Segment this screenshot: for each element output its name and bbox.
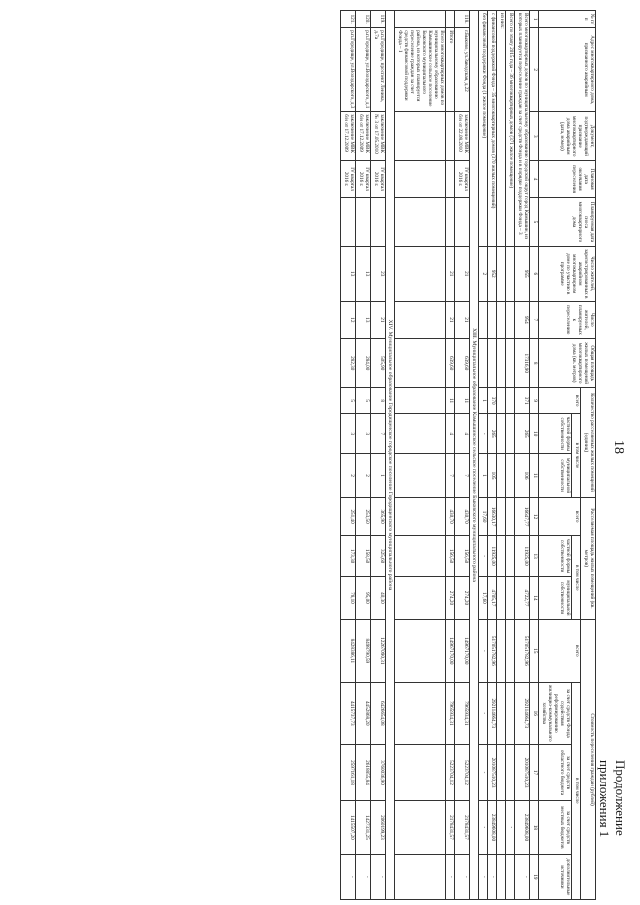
cell-c15: 14967170,00 (455, 620, 470, 682)
cell-c19 (497, 854, 506, 899)
cell-c15 (506, 620, 515, 682)
cell-c12: 17,60 (479, 497, 488, 536)
cell-c8 (506, 339, 515, 388)
cell-c7 (479, 301, 488, 339)
section-13-title-row (470, 11, 479, 900)
cell-c5 (371, 197, 386, 246)
table-row (341, 11, 356, 900)
summary-label: без финансовой поддержки Фонда (1 жилое помещение) (479, 11, 488, 247)
summary-label: из них: (497, 11, 506, 247)
cell-c10: - (479, 414, 488, 454)
cell-c13 (395, 536, 446, 576)
cell-c5 (395, 197, 446, 246)
hdr-c5: Планируемая дата сноса многоквартирного дома (539, 197, 596, 246)
hdr-c10: частной формы собственности (539, 414, 572, 454)
cell-c19: - (446, 854, 455, 899)
cell-c18 (395, 801, 446, 855)
cell-c17: 201087510,23 (488, 745, 497, 801)
cell-c10 (395, 414, 446, 454)
cell-c5 (455, 197, 470, 246)
cell-c19: - (341, 854, 356, 899)
cell-c18 (497, 801, 506, 855)
cell-c14: 17,60 (479, 576, 488, 619)
cell-c5 (446, 197, 455, 246)
cell-c9: 8 (371, 388, 386, 414)
cell-c19: - (515, 854, 530, 899)
summary-label: с финансовой поддержкой Фонда – 35 многоквартирных домов (370 жилых помещений) (488, 11, 497, 247)
cell-c9: 11 (446, 388, 455, 414)
cell-c10: 4 (455, 414, 470, 454)
cell-c6 (395, 246, 446, 301)
summary-label: Всего по этапу 2015 года – 36 многоквартирных домов (371 жилое помещение) (506, 11, 515, 247)
cell-c17 (506, 745, 515, 801)
row-document (395, 112, 446, 161)
cell-c14 (395, 576, 446, 619)
table-row (395, 11, 446, 900)
cell-c8 (395, 339, 446, 388)
cell-c9: 371 (515, 388, 530, 414)
hdr-c17: за счет средств областного бюджета (539, 745, 572, 801)
cell-c6 (497, 246, 506, 301)
col-index-cell: 9 (530, 388, 539, 414)
cell-c7 (506, 301, 515, 339)
row-document: заключение МВК № 3 от 17.05.2010 (371, 112, 386, 161)
row-address: р.п.Городище, проспект Ленина, д.7а (371, 28, 386, 112)
summary-label: Всего многоквартирных домов по муниципальному образованию городской округ город Камышин, из которых планируется переселение граждан за счет средств Фонда и в порядке поддержки Фонда – 3 (515, 11, 530, 247)
cell-c8: 505,90 (371, 339, 386, 388)
table-row (356, 11, 371, 900)
cell-c8: 17316,90 (515, 339, 530, 388)
hdr-c18: за счет средств местных бюджетов (539, 801, 572, 855)
col-index-cell: 18 (530, 801, 539, 855)
cell-c15: 517051782,96 (488, 620, 497, 682)
cell-c7: 12 (341, 301, 356, 339)
cell-c11 (395, 454, 446, 497)
cell-c13: 156,50 (455, 536, 470, 576)
col-index-cell: 13 (530, 536, 539, 576)
hdr-c15: всего (539, 620, 581, 682)
cell-c18: 2178431,57 (455, 801, 470, 855)
cell-c18: - (506, 801, 515, 855)
cell-c16: 7965934,31 (446, 682, 455, 744)
hdr-c16-19-group: в том числе (572, 682, 581, 899)
summary-row (488, 11, 497, 900)
cell-c7: 21 (446, 301, 455, 339)
row-plan-date (446, 161, 455, 198)
row-document: заключение МВК б/н от 17.12.2009 (341, 112, 356, 161)
cell-c18: 2060199,23 (371, 801, 386, 855)
col-index-cell: 16 (530, 682, 539, 744)
cell-c17: 5223704,12 (446, 745, 455, 801)
hdr-c16: за счет средств Фонда содействия реформированию жилищно-коммунального хозяйства (539, 682, 572, 744)
cell-c6: 21 (446, 246, 455, 301)
cell-c13: 156,50 (446, 536, 455, 576)
cell-c12 (506, 497, 515, 536)
table-row (446, 11, 455, 900)
cell-c19: - (455, 854, 470, 899)
cell-c9 (506, 388, 515, 414)
hdr-c11: муниципальной собственности (539, 454, 572, 497)
summary-row (506, 11, 515, 900)
page-number: 18 (611, 440, 626, 454)
col-index-cell: 4 (530, 161, 539, 198)
cell-c10: 265 (488, 414, 497, 454)
cell-c11 (497, 454, 506, 497)
cell-c11: 1 (371, 454, 386, 497)
cell-c13: 158,50 (356, 536, 371, 576)
cell-c17: - (479, 745, 488, 801)
cell-c6: 952 (488, 246, 497, 301)
cell-c11: 7 (455, 454, 470, 497)
cell-c12: 430,70 (455, 497, 470, 536)
row-address: г.Быково, ул.Заводская, д.22 (455, 28, 470, 112)
row-plan-date: IV квартал 2016 г. (341, 161, 356, 198)
cell-c12: 251,40 (341, 497, 356, 536)
cell-c7 (497, 301, 506, 339)
cell-c8 (479, 339, 488, 388)
cell-c10: 3 (356, 414, 371, 454)
cell-c8: 639,60 (446, 339, 455, 388)
row-plan-date: IV квартал 2016 г. (455, 161, 470, 198)
cell-c13: 325,60 (371, 536, 386, 576)
section-14-title: XIV. Муниципальное образование Городищенское городское поселение Городищенского муниципального района (385, 11, 394, 900)
row-document: заключение МВК б/н от 17.12.2009 (356, 112, 371, 161)
cell-c11: 2 (341, 454, 356, 497)
cell-c15: 14967170,00 (446, 620, 455, 682)
hdr-c14: муниципальной собственности (539, 576, 572, 619)
cell-c10: 7 (371, 414, 386, 454)
cell-c7 (395, 301, 446, 339)
cell-c7: 954 (515, 301, 530, 339)
hdr-c13-14-group: в том числе (572, 536, 581, 620)
col-index-cell: 14 (530, 576, 539, 619)
row-address: р.п.Городище, ул.Володарского, д.3 (341, 28, 356, 112)
col-index-cell: 2 (530, 28, 539, 112)
hdr-c12: всего (539, 497, 581, 536)
hdr-c9: всего (539, 388, 581, 414)
cell-c9: 11 (455, 388, 470, 414)
row-address: Итого (446, 28, 455, 112)
cell-c12: 16647,77 (515, 497, 530, 536)
cell-c9 (497, 388, 506, 414)
cell-c17 (395, 745, 446, 801)
cell-c17: 3760036,90 (371, 745, 386, 801)
cell-c17: 2618855,84 (356, 745, 371, 801)
summary-row (497, 11, 506, 900)
cell-c6 (506, 246, 515, 301)
hdr-c8: Общая площадь жилых помещений многоквартирного дома (кв. метров) (539, 339, 596, 388)
cell-c14 (497, 576, 506, 619)
cell-c5 (341, 197, 356, 246)
cell-c19 (395, 854, 446, 899)
cell-c16: 4415737,73 (341, 682, 356, 744)
cell-c6: 2 (479, 246, 488, 301)
hdr-c9-group: Количество расселяемых жилых помещений (единиц) (581, 388, 596, 497)
col-index-cell: 10 (530, 414, 539, 454)
row-number: 120. (356, 11, 371, 28)
hdr-c6: Число жителей, зарегистрированных в аварийном многоквартирном доме по участию в программе (539, 246, 596, 301)
cell-c15: 12267090,31 (371, 620, 386, 682)
cell-c12: 365,90 (371, 497, 386, 536)
cell-c17: 5223704,12 (455, 745, 470, 801)
cell-c11: 1 (479, 454, 488, 497)
cell-c10: 4 (446, 414, 455, 454)
cell-c16: 292114664,73 (488, 682, 497, 744)
section-14-title-row (385, 11, 394, 900)
cell-c7 (488, 301, 497, 339)
col-index-cell: 8 (530, 339, 539, 388)
section-13-rows (395, 11, 470, 900)
row-number: 119. (371, 11, 386, 28)
cell-c9: 1 (479, 388, 488, 414)
row-document (446, 112, 455, 161)
cell-c18: 1427331,25 (356, 801, 371, 855)
cell-c13: 11925,00 (515, 536, 530, 576)
cell-c18: 2178431,57 (446, 801, 455, 855)
cell-c19: - (356, 854, 371, 899)
row-plan-date: IV квартал 2016 г. (371, 161, 386, 198)
cell-c17: 2597161,18 (341, 745, 356, 801)
cell-c13 (497, 536, 506, 576)
cell-c12 (497, 497, 506, 536)
cell-c7: 21 (455, 301, 470, 339)
hdr-c19: дополнительные источники (539, 854, 572, 899)
col-index-cell: 5 (530, 197, 539, 246)
cell-c14: 95,00 (356, 576, 371, 619)
section-14-rows (341, 11, 386, 900)
hdr-c10-11-group: в том числе (572, 414, 581, 498)
summary-rows (479, 11, 530, 900)
row-number: 118. (455, 11, 470, 28)
header-row-1 (581, 11, 596, 900)
cell-c9: 5 (356, 388, 371, 414)
cell-c16: 292114664,73 (515, 682, 530, 744)
cell-c15: 8498790,59 (356, 620, 371, 682)
row-plan-date: IV квартал 2016 г. (356, 161, 371, 198)
cell-c16: 4452868,20 (356, 682, 371, 744)
col-index-cell: 15 (530, 620, 539, 682)
cell-c16 (395, 682, 446, 744)
cell-c11: 105 (488, 454, 497, 497)
cell-c11 (506, 454, 515, 497)
cell-c12: 430,70 (446, 497, 455, 536)
col-index-cell: 7 (530, 301, 539, 339)
cell-c19: - (488, 854, 497, 899)
cell-c12: 16630,17 (488, 497, 497, 536)
cell-c18: 23849608,00 (515, 801, 530, 855)
cell-c12 (395, 497, 446, 536)
hdr-c13: частной формы собственности (539, 536, 572, 576)
section-13-title: XIII. Муниципальное образование Камышинское сельское поселение Быковского муниципального района (470, 11, 479, 900)
cell-c13 (506, 536, 515, 576)
cell-c18: - (479, 801, 488, 855)
column-index-row (530, 11, 539, 900)
cell-c14: 4705,17 (488, 576, 497, 619)
cell-c16: 7965934,31 (455, 682, 470, 744)
col-index-cell: 12 (530, 497, 539, 536)
cell-c6: 955 (515, 246, 530, 301)
hdr-c4: Плановая дата окончания переселения (539, 161, 596, 198)
row-address: р.п.Городище, ул.Володарского, д.1 (356, 28, 371, 112)
cell-c10 (497, 414, 506, 454)
cell-c8 (497, 339, 506, 388)
row-number: 121. (341, 11, 356, 28)
cell-c8 (488, 339, 497, 388)
cell-c9: 370 (488, 388, 497, 414)
cell-c16 (497, 682, 506, 744)
cell-c15 (395, 620, 446, 682)
cell-c10: 3 (341, 414, 356, 454)
cell-c16: - (479, 682, 488, 744)
cell-c13: 11925,00 (488, 536, 497, 576)
cell-c19: - (371, 854, 386, 899)
cell-c19: - (479, 854, 488, 899)
cell-c14: 40,30 (371, 576, 386, 619)
cell-c8: 282,30 (341, 339, 356, 388)
summary-row (479, 11, 488, 900)
cell-c8: 639,60 (455, 339, 470, 388)
cell-c18: 23849608,00 (488, 801, 497, 855)
cell-c13: 173,30 (341, 536, 356, 576)
cell-c14: 274,20 (455, 576, 470, 619)
cell-c7: 21 (371, 301, 386, 339)
row-number (446, 11, 455, 28)
cell-c17: 201087510,23 (515, 745, 530, 801)
cell-c16 (506, 682, 515, 744)
cell-c10 (506, 414, 515, 454)
cell-c15: - (479, 620, 488, 682)
row-document: заключение МВК б/н от 22.08.2010 (455, 112, 470, 161)
cell-c9: 5 (341, 388, 356, 414)
table-row (371, 11, 386, 900)
cell-c11: 7 (446, 454, 455, 497)
cell-c13: - (479, 536, 488, 576)
hdr-c12-group: Расселяемая площадь жилых помещений (кв. метров) (581, 497, 596, 619)
cell-c6: 21 (455, 246, 470, 301)
resettlement-table (340, 10, 596, 900)
cell-c14: 78,10 (341, 576, 356, 619)
hdr-c7: Число жителей, планируемых к переселению (539, 301, 596, 339)
continuation-title: Продолжение приложения 1 (597, 760, 628, 838)
cell-c11: 2 (356, 454, 371, 497)
cell-c10: 265 (515, 414, 530, 454)
hdr-c15-group: Стоимость переселения граждан (рублей) (581, 620, 596, 900)
row-address: Всего многоквартирных домов по муниципальному образованию Камышинское сельское поселение Быковского муниципального района, из которых планируется переселение граждан за счет средств финансовой поддержки Фонда – 1 (395, 28, 446, 112)
summary-row (515, 11, 530, 900)
cell-c14 (506, 576, 515, 619)
col-index-cell: 17 (530, 745, 539, 801)
cell-c7: 13 (356, 301, 371, 339)
cell-c8: 284,00 (356, 339, 371, 388)
row-number (395, 11, 446, 28)
cell-c14: 4722,77 (515, 576, 530, 619)
hdr-c3: Документ, подтверждающий признание многоквартирного дома аварийным (дата, номер) (539, 112, 596, 161)
cell-c12: 253,50 (356, 497, 371, 536)
cell-c16: 6426654,08 (371, 682, 386, 744)
cell-c15: 8428386,11 (341, 620, 356, 682)
cell-c17 (497, 745, 506, 801)
col-index-cell: 3 (530, 112, 539, 161)
cell-c5 (356, 197, 371, 246)
col-index-cell: 1 (530, 11, 539, 28)
table-row (455, 11, 470, 900)
cell-c18: 1415507,20 (341, 801, 356, 855)
cell-c11: 106 (515, 454, 530, 497)
cell-c6: 23 (371, 246, 386, 301)
hdr-c2: Адрес многоквартирного дома, признанного аварийным (539, 28, 596, 112)
col-index-cell: 11 (530, 454, 539, 497)
hdr-c1: № п/п (539, 11, 596, 28)
row-plan-date (395, 161, 446, 198)
cell-c15: 517051782,96 (515, 620, 530, 682)
cell-c6: 13 (356, 246, 371, 301)
col-index-cell: 6 (530, 246, 539, 301)
cell-c9 (395, 388, 446, 414)
cell-c19 (506, 854, 515, 899)
cell-c14: 274,20 (446, 576, 455, 619)
cell-c15 (497, 620, 506, 682)
cell-c6: 13 (341, 246, 356, 301)
col-index-cell: 19 (530, 854, 539, 899)
